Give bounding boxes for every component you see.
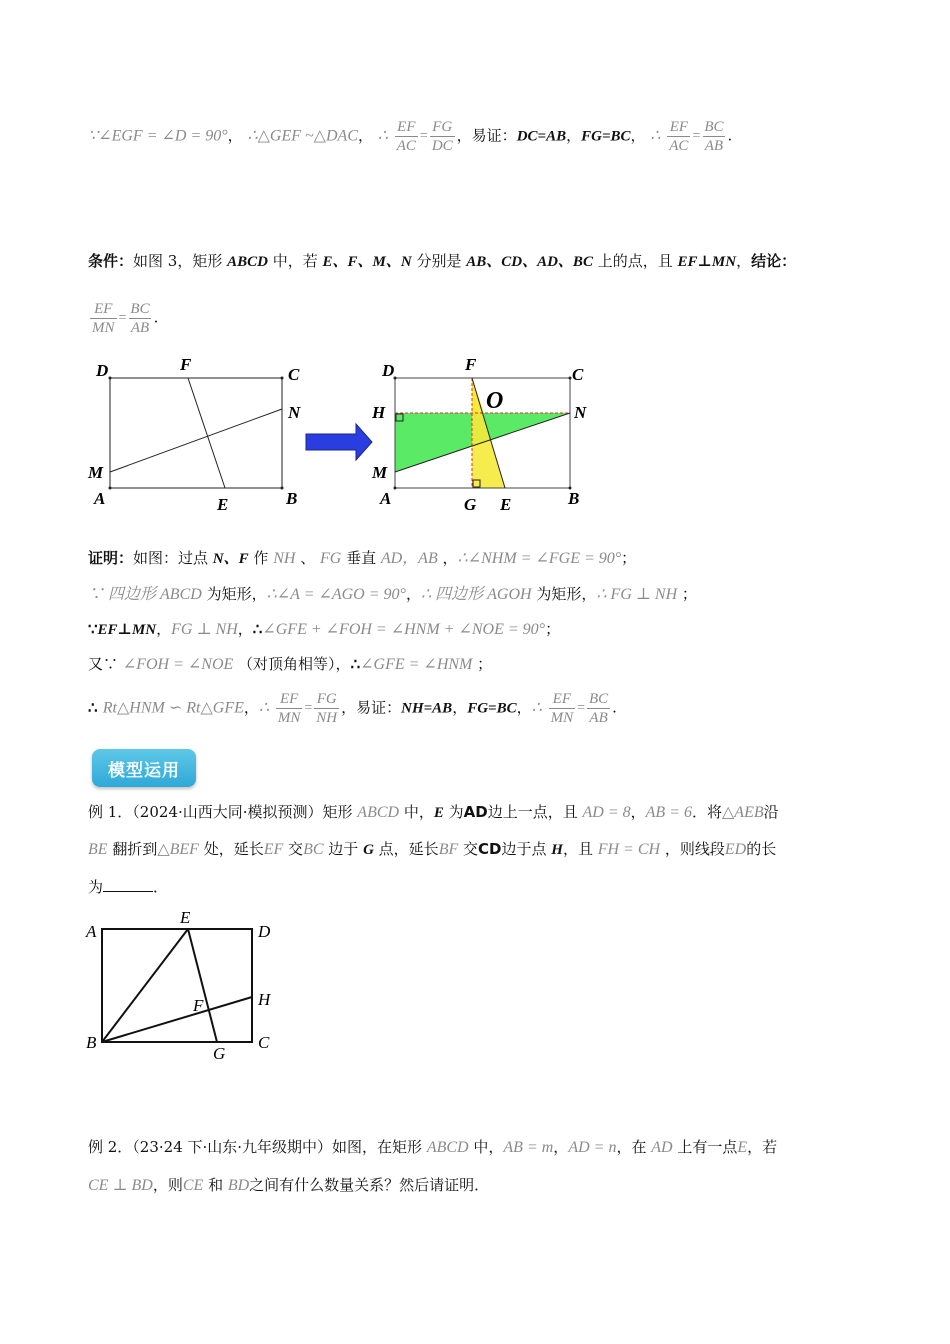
label-c: C	[288, 365, 300, 384]
ex1-aeb: △AEB	[722, 804, 764, 821]
ex2-ad-n: AD = n	[568, 1139, 617, 1156]
fraction-ef-mn-3: $\frac{EF}{MN}$	[550, 691, 574, 726]
proof-l3-because: ∵	[88, 620, 98, 638]
ex1-e: E	[433, 805, 444, 821]
proof-l4-a: 又∵	[88, 655, 123, 673]
proof-line-3	[88, 618, 560, 641]
ex2-b: 中，	[468, 1138, 504, 1156]
proof-l3-fg-nh: FG ⊥ NH	[171, 621, 238, 638]
condition-text-a: 如图 3，矩形	[133, 252, 228, 270]
proof-l5-fg-bc: FG=BC	[467, 700, 517, 717]
ex1-h: ．将	[691, 803, 722, 821]
label2-h: H	[372, 403, 386, 422]
proof-l4-vertical-angles: ∠FOH = ∠NOE	[122, 656, 234, 673]
example1-figure	[80, 905, 300, 1065]
answer-blank[interactable]	[103, 877, 153, 892]
line-similar-triangles: ∵∠EGF = ∠D = 90°， ∴△GEF ~△DAC， ∴ $\frac{EF}{AC}$ = $\frac{FG}{DC}$ ，易证：DC=AB，FG=BC， ∴ $\frac{EF}{AC}$ = $\frac{BC}{AB}$ .	[88, 119, 733, 154]
ex1-label-a: A	[86, 922, 97, 941]
ex1-label-g: G	[213, 1044, 226, 1063]
ex1-label-f: F	[193, 996, 204, 1015]
proof-l1-b: 作	[248, 549, 274, 567]
ex1-cd: CD	[478, 840, 502, 858]
condition-label: 条件：	[88, 252, 134, 270]
ex1-bef: △BEF	[157, 841, 199, 858]
proof-l4-b: （对顶角相等），	[233, 655, 351, 673]
ex1-h-point: H	[551, 842, 563, 858]
ex1-label-d: D	[258, 922, 271, 941]
label-f: F	[180, 355, 192, 374]
ex1-l2-a: 翻折到	[107, 840, 158, 858]
proof-l2-d: 为矩形，	[531, 585, 597, 603]
ex1-ed: ED	[724, 841, 747, 858]
condition-dc-ab: DC=AB	[516, 128, 567, 145]
label-m: M	[88, 463, 104, 482]
condition-text-b: 中，若	[267, 252, 323, 270]
therefore-symbol-2: ∴	[650, 127, 661, 145]
proof-l2-a: ∵ 四边形	[88, 586, 161, 603]
proof-l3-therefore: ∴	[252, 620, 263, 638]
proof-l1-c: 、	[295, 549, 320, 567]
label-d: D	[96, 361, 109, 380]
section-badge-model-application: 模型运用	[92, 749, 196, 787]
fraction-fg-dc: $\frac{FG}{DC}$	[431, 119, 453, 154]
proof-label: 证明：	[88, 549, 134, 567]
proof-l3-c: ，	[156, 620, 172, 638]
ex1-l2-f: 点，延长	[373, 840, 439, 858]
proof-l4-d: ；	[472, 655, 493, 673]
proof-line-5: ∴ Rt△HNM ∽ Rt△GFE，∴ $\frac{EF}{MN}$ = $\frac{FG}{NH}$ ，易证：NH=AB，FG=BC，∴ $\frac{EF}{MN}$ = $\frac{BC}{AB}$ .	[88, 691, 617, 726]
ex1-f: 边上一点，且	[487, 803, 583, 821]
example1-line-3	[88, 876, 168, 898]
label2-m: M	[372, 463, 388, 482]
ex1-l2-k: ，且	[562, 840, 598, 858]
label2-f: F	[465, 355, 477, 374]
ex1-l2-g: 交	[458, 840, 479, 858]
ex1-a: 例 1．（2024·山西大同·模拟预测）矩形	[88, 803, 358, 821]
proof-l1-e: ，	[437, 549, 458, 567]
similar-statement: ∴△GEF ~△DAC	[247, 127, 358, 145]
ex1-label-c: C	[258, 1033, 270, 1052]
label-b: B	[286, 489, 298, 508]
proof-line-4	[88, 653, 492, 676]
arrow-icon	[306, 424, 372, 460]
ex1-l2-i: 边于点	[501, 840, 552, 858]
ex1-ad: AD	[463, 803, 488, 821]
proof-l5-therefore-3: ∴	[531, 699, 542, 717]
fraction-ef-mn: $\frac{EF}{MN}$	[92, 301, 115, 336]
fraction-ef-ac: $\frac{EF}{AC}$	[396, 119, 416, 154]
proof-l5-similar: Rt△HNM ∽ Rt△GFE	[102, 699, 244, 717]
ex2-l2-b: 和	[203, 1176, 228, 1194]
ex2-d: ，在	[616, 1138, 652, 1156]
proof-l3-angles: ∠GFE + ∠FOH = ∠HNM + ∠NOE = 90°	[262, 621, 546, 638]
proof-l1-nh: NH	[273, 550, 296, 567]
proof-l5-therefore-2: ∴	[258, 699, 270, 717]
angle-equation: ∠EGF = ∠D = 90°	[98, 127, 228, 145]
ex1-l2-b: 处，延长	[198, 840, 264, 858]
ex1-l2-m: 的长	[746, 840, 777, 858]
example1-line-2	[88, 838, 776, 861]
proof-l2-quad: ∴ 四边形	[420, 586, 488, 603]
ex1-l2-d: 边于	[323, 840, 364, 858]
proof-l2-perp: ∴ FG ⊥ NH	[596, 586, 678, 603]
label2-d: D	[382, 361, 395, 380]
proof-line-2	[88, 583, 697, 606]
ex1-abcd: ABCD	[357, 804, 400, 821]
ex1-l3-a: 为	[88, 878, 104, 896]
label2-c: C	[572, 365, 584, 384]
proof-l5-b: ，	[243, 698, 259, 717]
ex1-b: 中，	[399, 803, 434, 821]
ex2-e: 上有一点	[672, 1138, 738, 1156]
because-symbol: ∵	[88, 127, 99, 145]
ex1-label-b: B	[86, 1033, 97, 1052]
condition-text-e: ，	[736, 252, 752, 270]
condition-perp: EF⊥MN	[677, 254, 737, 270]
ex2-l2-a: ，则	[152, 1176, 183, 1194]
condition-points: E、F、M、N	[322, 254, 412, 270]
fraction-ef-mn-2: $\frac{EF}{MN}$	[277, 691, 301, 726]
label-e: E	[217, 495, 229, 514]
condition-rect: ABCD	[227, 254, 268, 270]
proof-l3-f: ；	[545, 620, 561, 638]
proof-l1-angles: ∴∠NHM = ∠FGE = 90°	[457, 550, 622, 567]
figure-1	[87, 355, 301, 514]
label2-n: N	[574, 403, 587, 422]
proof-l2-e: ；	[677, 585, 697, 603]
proof-l1-ad-ab: AD，AB	[380, 550, 438, 567]
ex2-f: ，若	[747, 1138, 778, 1156]
proof-l5-nh-ab: NH=AB	[401, 700, 453, 717]
ex1-be: BE	[88, 841, 108, 858]
figures-rectangle-model	[80, 350, 620, 520]
label2-b: B	[568, 489, 580, 508]
condition-text-c: 分别是	[411, 252, 467, 270]
ex2-abcd: ABCD	[426, 1139, 469, 1156]
ex2-bd: BD	[227, 1177, 250, 1194]
ex1-fh-ch: FH = CH	[597, 841, 661, 858]
proof-l5-g: ，	[516, 698, 532, 717]
label2-e: E	[500, 495, 512, 514]
ex1-l3-b: ．	[153, 878, 169, 896]
proof-l1-fg: FG	[319, 550, 342, 567]
proof-l2-agoh: AGOH	[487, 586, 532, 603]
ex2-ab-m: AB = m	[503, 1139, 554, 1156]
fraction-bc-ab: $\frac{BC}{AB}$	[704, 119, 724, 154]
condition-text-d: 上的点，且	[592, 252, 678, 270]
proof-l1-f: ；	[621, 549, 637, 567]
ex1-ef: EF	[263, 841, 284, 858]
ex1-bf: BF	[438, 841, 459, 858]
ex1-l2-c: 交	[283, 840, 304, 858]
ex1-ad-8: AD = 8	[582, 804, 631, 821]
ex2-ce: CE	[182, 1177, 204, 1194]
ex1-l2-l: ，则线段	[660, 840, 725, 858]
ex2-l2-c: 之间有什么数量关系？然后请证明．	[249, 1176, 490, 1194]
fraction-fg-nh: $\frac{FG}{NH}$	[316, 691, 338, 726]
ex1-g-point: G	[363, 842, 374, 858]
proof-l4-therefore: ∴	[350, 655, 361, 673]
ex2-ad: AD	[651, 1139, 673, 1156]
example2-line-1	[88, 1136, 777, 1159]
label2-a: A	[380, 489, 392, 508]
fraction-bc-ab-3: $\frac{BC}{AB}$	[589, 691, 609, 726]
proof-l1-points: N、F	[212, 551, 249, 567]
proof-line-1	[88, 547, 636, 570]
ex1-bc: BC	[303, 841, 324, 858]
ex1-d: 为	[443, 803, 464, 821]
example1-line-1	[88, 801, 779, 824]
easy-proof-label: 易证：	[471, 126, 517, 145]
label-a: A	[94, 489, 106, 508]
proof-l2-b: 为矩形，	[201, 585, 267, 603]
proof-l5-c: ，易证：	[341, 698, 402, 717]
conclusion-label: 结论：	[751, 252, 797, 270]
proof-l2-c: ，	[405, 585, 421, 603]
ex2-c: ，	[553, 1138, 569, 1156]
therefore-symbol: ∴	[377, 127, 388, 145]
ex1-label-h: H	[258, 990, 271, 1009]
proof-l1-d: 垂直	[341, 549, 381, 567]
proof-l3-perp: EF⊥MN	[97, 622, 157, 638]
label-n: N	[288, 403, 301, 422]
condition-line	[88, 250, 796, 273]
condition-fg-bc: FG=BC	[581, 128, 631, 145]
label2-g: G	[464, 495, 477, 514]
conclusion-formula: $\frac{EF}{MN}$ = $\frac{BC}{AB}$ .	[92, 301, 159, 336]
fraction-ef-ac-2: $\frac{EF}{AC}$	[669, 119, 689, 154]
fraction-bc-ab-2: $\frac{BC}{AB}$	[130, 301, 150, 336]
proof-l2-angles: ∴∠A = ∠AGO = 90°	[266, 586, 406, 603]
proof-l1-a: 如图：过点	[133, 549, 213, 567]
ex1-ab-6: AB = 6	[645, 804, 692, 821]
proof-l3-d: ，	[237, 620, 253, 638]
example2-line-2	[88, 1174, 489, 1197]
proof-l2-abcd: ABCD	[160, 586, 202, 603]
figure-2	[371, 355, 587, 514]
condition-sides: AB、CD、AD、BC	[466, 254, 593, 270]
ex2-e-point: E	[737, 1139, 748, 1156]
ex2-a: 例 2．（23·24 下·山东·九年级期中）如图，在矩形	[88, 1138, 427, 1156]
proof-l5-therefore: ∴	[88, 698, 103, 717]
ex1-g: ，	[630, 803, 646, 821]
proof-l5-e: ，	[452, 698, 468, 717]
ex1-label-e: E	[180, 908, 191, 927]
label2-o: O	[486, 388, 504, 414]
proof-l4-angles: ∠GFE = ∠HNM	[360, 656, 473, 673]
ex2-ce-perp-bd: CE ⊥ BD	[88, 1177, 153, 1194]
ex1-i: 沿	[763, 803, 779, 821]
